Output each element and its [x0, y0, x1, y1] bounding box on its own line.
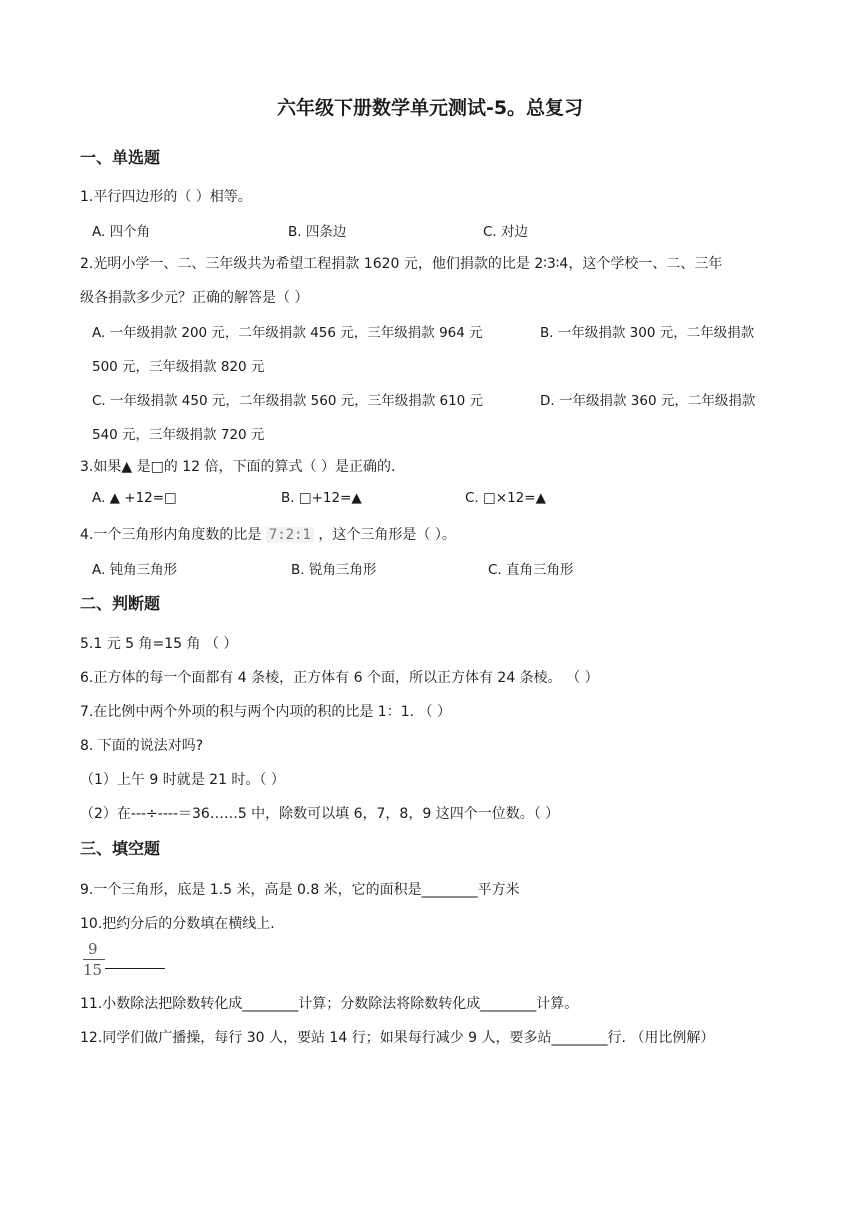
question-5: 5.1 元 5 角=15 角 （ ）: [80, 636, 238, 652]
question-11: 11.小数除法把除数转化成________计算；分数除法将除数转化成________计算。: [80, 996, 579, 1012]
question-10-fraction: [80, 940, 170, 984]
fraction-denominator: 15: [83, 961, 103, 979]
question-3-stem: 3.如果▲ 是□的 12 倍，下面的算式（ ）是正确的.: [80, 459, 396, 475]
question-8-part-2: （2）在---÷----＝36……5 中，除数可以填 6，7，8，9 这四个一位数。（ ）: [80, 806, 560, 822]
section-heading-fill-blank: 三、填空题: [80, 839, 161, 858]
question-1-option-b: B. 四条边: [288, 224, 347, 240]
question-4-option-a: A. 钝角三角形: [92, 562, 178, 578]
question-2-option-c: C. 一年级捐款 450 元，二年级捐款 560 元，三年级捐款 610 元: [92, 393, 484, 409]
question-4-stem: [80, 524, 456, 544]
question-7: 7.在比例中两个外项的积与两个内项的积的比是 1：1. （ ）: [80, 704, 451, 720]
answer-blank-line: [105, 968, 165, 969]
ratio-formula-image: 7:2:1: [266, 527, 314, 543]
fraction-numerator: 9: [88, 940, 98, 958]
question-4-stem-pre: 4.一个三角形内角度数的比是: [80, 527, 262, 543]
question-12: 12.同学们做广播操，每行 30 人，要站 14 行；如果每行减少 9 人，要多站________行. （用比例解）: [80, 1030, 715, 1046]
page-title: 六年级下册数学单元测试-5。总复习: [276, 97, 584, 119]
question-2-stem-line-2: 级各捐款多少元？正确的解答是（ ）: [80, 290, 309, 306]
question-6: 6.正方体的每一个面都有 4 条棱，正方体有 6 个面，所以正方体有 24 条棱。 （ ）: [80, 670, 599, 686]
question-2-stem-line-1: 2.光明小学一、二、三年级共为希望工程捐款 1620 元，他们捐款的比是 2∶3∶4，这个学校一、二、三年: [80, 256, 723, 272]
question-2-option-a: A. 一年级捐款 200 元，二年级捐款 456 元，三年级捐款 964 元: [92, 325, 483, 341]
fraction-bar: [83, 959, 105, 960]
question-2-option-b-line-2: 500 元，三年级捐款 820 元: [92, 359, 265, 375]
question-3-option-c: C. □×12=▲: [465, 490, 546, 506]
question-4-option-b: B. 锐角三角形: [291, 562, 377, 578]
question-1-option-c: C. 对边: [483, 224, 529, 240]
question-1-stem: 1.平行四边形的（ ）相等。: [80, 189, 252, 205]
question-3-option-a: A. ▲ +12=□: [92, 490, 177, 506]
question-2-option-d-line-1: D. 一年级捐款 360 元，二年级捐款: [540, 393, 756, 409]
question-9: 9.一个三角形，底是 1.5 米，高是 0.8 米，它的面积是________平方米: [80, 882, 520, 898]
question-8-part-1: （1）上午 9 时就是 21 时。（ ）: [80, 772, 285, 788]
question-2-option-d-line-2: 540 元，三年级捐款 720 元: [92, 427, 265, 443]
section-heading-true-false: 二、判断题: [80, 594, 161, 613]
question-10-stem: 10.把约分后的分数填在横线上.: [80, 916, 275, 932]
question-4-stem-post: ，这个三角形是（ ）。: [318, 527, 456, 543]
question-3-option-b: B. □+12=▲: [281, 490, 362, 506]
question-2-option-b-line-1: B. 一年级捐款 300 元，二年级捐款: [540, 325, 755, 341]
section-heading-single-choice: 一、单选题: [80, 148, 161, 167]
question-8-stem: 8. 下面的说法对吗?: [80, 738, 204, 754]
question-4-option-c: C. 直角三角形: [488, 562, 574, 578]
question-1-option-a: A. 四个角: [92, 224, 151, 240]
